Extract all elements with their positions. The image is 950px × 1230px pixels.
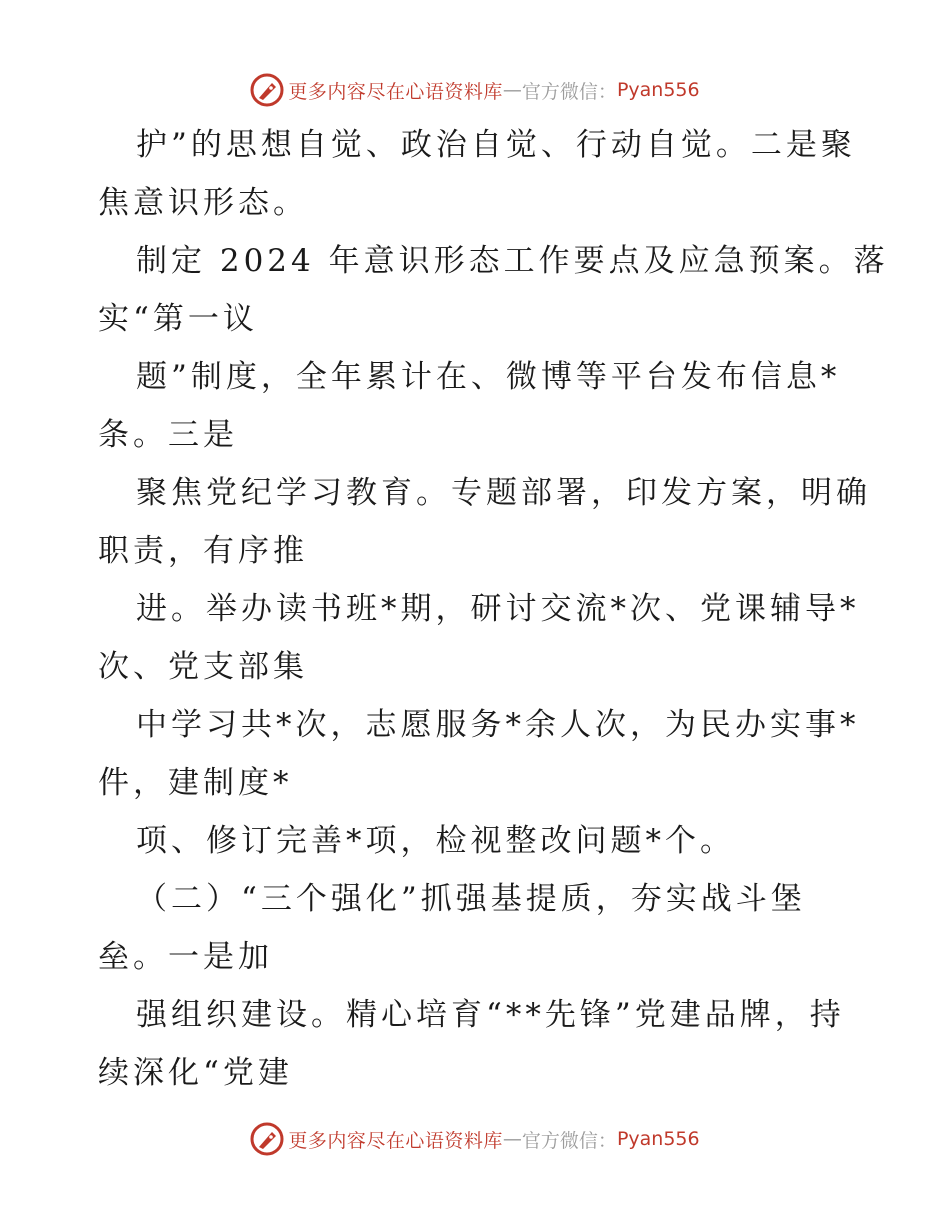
text-line: 强组织建设。精心培育“**先锋”党建品牌，持 [136,997,845,1033]
watermark-wechat-label: 官方微信： [521,1129,617,1152]
watermark-wechat-id: Pyan556 [616,79,700,101]
text-line: 次、党支部集 [98,649,308,685]
watermark-brand: 更多内容尽在心语资料库 [288,1129,503,1152]
pen-nib-logo-icon [250,73,284,107]
text-line: 实“第一议 [98,301,258,337]
footer-watermark [0,1119,950,1159]
text-line: 焦意识形态。 [98,185,308,221]
text-line: 项、修订完善*项，检视整改问题*个。 [136,823,735,859]
text-line: 聚焦党纪学习教育。专题部署，印发方案，明确 [136,475,871,511]
text-line: 件，建制度* [98,765,293,801]
text-line: 进。举办读书班*期，研讨交流*次、党课辅导* [136,591,860,627]
text-line: 题”制度，全年累计在、微博等平台发布信息* [136,359,841,395]
watermark-dash: — [502,79,522,101]
text-line: 条。三是 [98,417,238,453]
text-line: 职责，有序推 [98,533,308,569]
pen-nib-logo-icon [250,1122,284,1156]
text-line: 中学习共*次，志愿服务*余人次，为民办实事* [136,707,860,743]
text-line: 制定 2024 年意识形态工作要点及应急预案。落 [136,243,889,279]
watermark-brand: 更多内容尽在心语资料库 [288,80,503,103]
header-watermark [0,70,950,110]
text-line: （二）“三个强化”抓强基提质，夯实战斗堡 [136,881,806,917]
document-body [98,116,889,1102]
watermark-wechat-id: Pyan556 [616,1128,700,1150]
watermark-wechat-label: 官方微信： [521,80,617,103]
text-line: 垒。一是加 [98,939,273,975]
text-line: 续深化“党建 [98,1055,293,1091]
text-line: 护”的思想自觉、政治自觉、行动自觉。二是聚 [136,127,856,163]
watermark-dash: — [502,1128,522,1150]
